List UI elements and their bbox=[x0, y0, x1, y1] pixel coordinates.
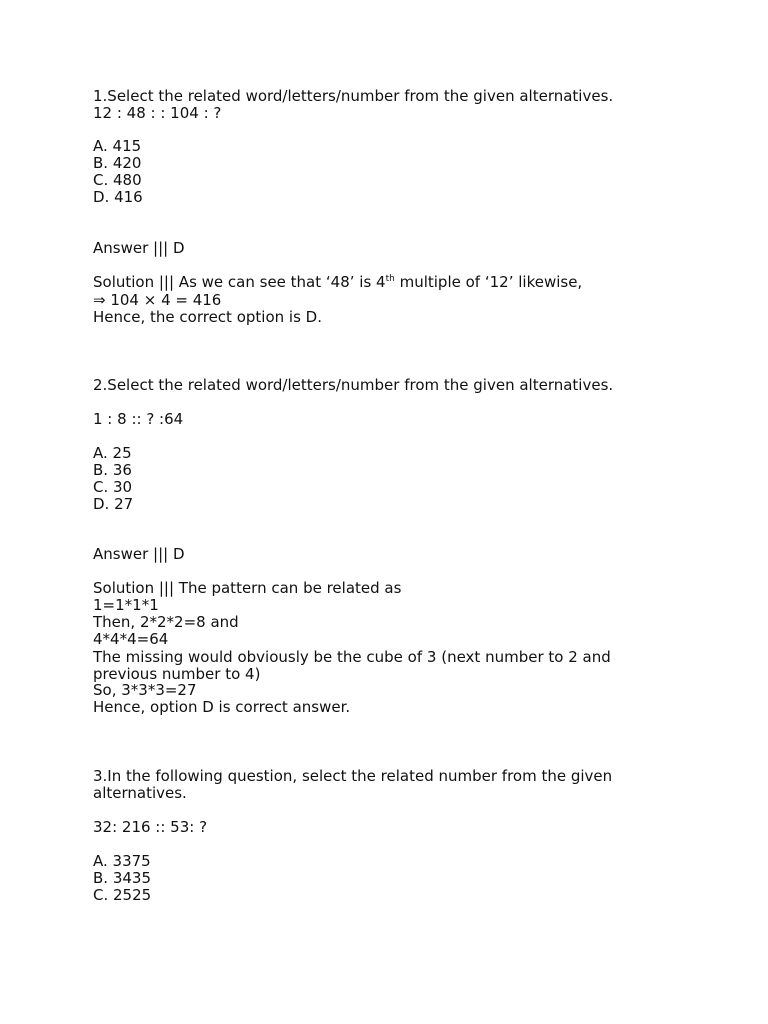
question-2-solution-line-8: Hence, option D is correct answer. bbox=[93, 698, 351, 716]
solution-text-part: multiple of ‘12’ likewise, bbox=[394, 273, 583, 291]
question-2-option-d: D. 27 bbox=[93, 495, 134, 513]
question-2-option-b: B. 36 bbox=[93, 461, 132, 479]
question-1-option-d: D. 416 bbox=[93, 188, 143, 206]
question-2-solution-line-7: So, 3*3*3=27 bbox=[93, 681, 197, 699]
question-2-solution-line-4: 4*4*4=64 bbox=[93, 630, 169, 648]
question-1-analogy: 12 : 48 : : 104 : ? bbox=[93, 104, 222, 122]
question-1-solution-line-1 bbox=[93, 274, 582, 291]
question-2-solution-line-6: previous number to 4) bbox=[93, 665, 261, 683]
question-1-solution-line-3: Hence, the correct option is D. bbox=[93, 308, 322, 326]
ordinal-superscript: th bbox=[385, 274, 395, 284]
question-2-prompt: 2.Select the related word/letters/number from the given alternatives. bbox=[93, 376, 614, 394]
question-1-option-c: C. 480 bbox=[93, 171, 142, 189]
question-1-option-b: B. 420 bbox=[93, 154, 142, 172]
question-2-solution-line-2: 1=1*1*1 bbox=[93, 596, 159, 614]
question-3-prompt-line-1: 3.In the following question, select the related number from the given bbox=[93, 767, 613, 785]
question-1-prompt: 1.Select the related word/letters/number from the given alternatives. bbox=[93, 87, 614, 105]
question-2-answer: Answer ||| D bbox=[93, 545, 185, 563]
question-2-solution-line-3: Then, 2*2*2=8 and bbox=[93, 613, 239, 631]
question-1-solution-line-2: ⇒ 104 × 4 = 416 bbox=[93, 291, 222, 309]
question-1-option-a: A. 415 bbox=[93, 137, 142, 155]
question-2-option-c: C. 30 bbox=[93, 478, 133, 496]
question-2-option-a: A. 25 bbox=[93, 444, 132, 462]
question-3-prompt-line-2: alternatives. bbox=[93, 784, 187, 802]
question-1-answer: Answer ||| D bbox=[93, 239, 185, 257]
question-3-option-b: B. 3435 bbox=[93, 869, 152, 887]
solution-text-part: Solution ||| As we can see that ‘48’ is 4 bbox=[93, 273, 386, 291]
question-3-analogy: 32: 216 :: 53: ? bbox=[93, 818, 208, 836]
question-2-analogy: 1 : 8 :: ? :64 bbox=[93, 410, 184, 428]
question-3-option-a: A. 3375 bbox=[93, 852, 151, 870]
question-2-solution-line-1: Solution ||| The pattern can be related as bbox=[93, 579, 402, 597]
question-2-solution-line-5: The missing would obviously be the cube of 3 (next number to 2 and bbox=[93, 648, 611, 666]
question-3-option-c: C. 2525 bbox=[93, 886, 152, 904]
